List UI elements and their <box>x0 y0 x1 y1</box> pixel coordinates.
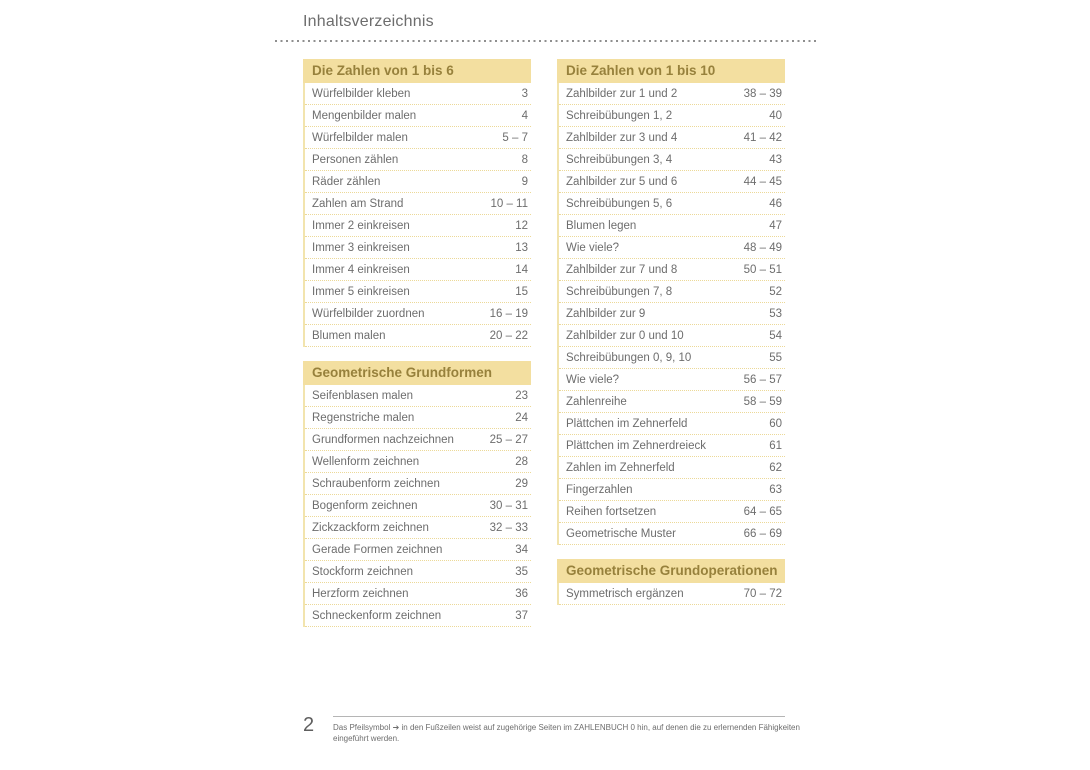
toc-entry <box>305 127 531 149</box>
toc-entry-label: Gerade Formen zeichnen <box>312 543 443 556</box>
toc-entry <box>559 457 785 479</box>
toc-entry-pages: 52 <box>769 285 782 298</box>
toc-entry-pages: 34 <box>515 543 528 556</box>
toc-entry-label: Wie viele? <box>566 373 620 386</box>
toc-entry-pages: 35 <box>515 565 528 578</box>
section-rows <box>557 583 785 605</box>
toc-entry <box>305 517 531 539</box>
toc-entry <box>305 539 531 561</box>
toc-entry <box>559 259 785 281</box>
toc-entry <box>559 369 785 391</box>
toc-column-left <box>303 59 531 641</box>
toc-entry-label: Reihen fortsetzen <box>566 505 657 518</box>
section-header: Geometrische Grundformen <box>303 361 531 385</box>
toc-entry-pages: 48 – 49 <box>743 241 782 254</box>
toc-entry-label: Grundformen nachzeichnen <box>312 433 454 446</box>
toc-entry <box>305 407 531 429</box>
toc-entry-pages: 64 – 65 <box>743 505 782 518</box>
toc-entry-pages: 43 <box>769 153 782 166</box>
toc-entry-label: Zahlbilder zur 0 und 10 <box>566 329 684 342</box>
toc-entry-pages: 53 <box>769 307 782 320</box>
toc-entry-pages: 16 – 19 <box>489 307 528 320</box>
toc-entry-label: Zickzackform zeichnen <box>312 521 429 534</box>
toc-entry <box>559 435 785 457</box>
toc-entry <box>559 83 785 105</box>
toc-entry-label: Plättchen im Zehnerdreieck <box>566 439 706 452</box>
toc-entry-pages: 8 <box>521 153 528 166</box>
toc-entry-pages: 61 <box>769 439 782 452</box>
toc-entry-pages: 12 <box>515 219 528 232</box>
toc-entry-label: Immer 4 einkreisen <box>312 263 410 276</box>
toc-entry-pages: 44 – 45 <box>743 175 782 188</box>
toc-entry-label: Zahlbilder zur 3 und 4 <box>566 131 678 144</box>
toc-entry-pages: 41 – 42 <box>743 131 782 144</box>
section-rows <box>303 385 531 627</box>
toc-entry <box>559 479 785 501</box>
toc-entry-pages: 4 <box>521 109 528 122</box>
toc-entry-pages: 60 <box>769 417 782 430</box>
footnote-line-2: eingeführt werden. <box>333 733 400 743</box>
toc-entry <box>305 451 531 473</box>
toc-entry-pages: 40 <box>769 109 782 122</box>
toc-entry <box>559 303 785 325</box>
toc-entry-label: Schreibübungen 5, 6 <box>566 197 673 210</box>
toc-entry-label: Wellenform zeichnen <box>312 455 420 468</box>
toc-entry-label: Geometrische Muster <box>566 527 676 540</box>
toc-entry <box>559 149 785 171</box>
toc-entry-pages: 29 <box>515 477 528 490</box>
toc-entry-label: Räder zählen <box>312 175 381 188</box>
toc-entry <box>305 473 531 495</box>
toc-entry <box>305 583 531 605</box>
toc-entry-pages: 46 <box>769 197 782 210</box>
toc-entry <box>559 413 785 435</box>
page-number: 2 <box>303 714 315 736</box>
section-rows <box>303 83 531 347</box>
toc-entry-label: Schraubenform zeichnen <box>312 477 440 490</box>
toc-entry <box>559 391 785 413</box>
toc-entry <box>305 561 531 583</box>
toc-entry-label: Schneckenform zeichnen <box>312 609 442 622</box>
toc-entry-label: Schreibübungen 1, 2 <box>566 109 673 122</box>
toc-entry-label: Zahlbilder zur 7 und 8 <box>566 263 678 276</box>
toc-entry <box>305 495 531 517</box>
toc-entry <box>559 215 785 237</box>
toc-entry-label: Würfelbilder malen <box>312 131 408 144</box>
toc-entry-label: Mengenbilder malen <box>312 109 417 122</box>
toc-entry-label: Würfelbilder zuordnen <box>312 307 425 320</box>
toc-entry <box>305 237 531 259</box>
toc-entry <box>559 583 785 605</box>
toc-entry <box>305 193 531 215</box>
footnote-line-1: Das Pfeilsymbol ➔ in den Fußzeilen weist auf zugehörige Seiten im ZAHLENBUCH 0 hin, auf denen die zu erlernenden Fähigkeiten <box>333 723 800 732</box>
toc-entry-label: Blumen malen <box>312 329 386 342</box>
toc-entry <box>559 325 785 347</box>
toc-section <box>303 361 531 627</box>
toc-entry-pages: 10 – 11 <box>490 197 528 210</box>
section-header: Die Zahlen von 1 bis 10 <box>557 59 785 83</box>
toc-entry <box>305 105 531 127</box>
toc-entry-label: Immer 5 einkreisen <box>312 285 410 298</box>
toc-entry <box>305 385 531 407</box>
toc-entry-pages: 54 <box>769 329 782 342</box>
toc-entry-label: Zahlenreihe <box>566 395 627 408</box>
toc-entry <box>305 605 531 627</box>
toc-entry-pages: 56 – 57 <box>743 373 782 386</box>
toc-entry-label: Personen zählen <box>312 153 399 166</box>
title-dotted-rule <box>275 40 818 42</box>
toc-entry-label: Herzform zeichnen <box>312 587 409 600</box>
page-title: Inhaltsverzeichnis <box>303 13 434 30</box>
toc-entry <box>305 83 531 105</box>
toc-entry-label: Würfelbilder kleben <box>312 87 411 100</box>
toc-entry-label: Zahlbilder zur 1 und 2 <box>566 87 678 100</box>
toc-entry <box>559 523 785 545</box>
toc-entry <box>305 215 531 237</box>
toc-entry <box>559 105 785 127</box>
toc-section <box>557 559 785 605</box>
toc-entry-pages: 63 <box>769 483 782 496</box>
section-header: Die Zahlen von 1 bis 6 <box>303 59 531 83</box>
toc-entry <box>305 281 531 303</box>
toc-entry-pages: 3 <box>521 87 528 100</box>
toc-entry-pages: 24 <box>515 411 528 424</box>
toc-entry <box>305 429 531 451</box>
toc-entry-label: Immer 2 einkreisen <box>312 219 410 232</box>
toc-entry-pages: 30 – 31 <box>489 499 528 512</box>
toc-entry-pages: 55 <box>769 351 782 364</box>
toc-entry-pages: 20 – 22 <box>489 329 528 342</box>
footer-rule <box>333 716 785 717</box>
toc-entry-pages: 13 <box>515 241 528 254</box>
toc-entry <box>305 259 531 281</box>
toc-entry-label: Plättchen im Zehnerfeld <box>566 417 688 430</box>
toc-entry-label: Zahlbilder zur 5 und 6 <box>566 175 678 188</box>
toc-entry-label: Stockform zeichnen <box>312 565 413 578</box>
toc-entry-pages: 50 – 51 <box>743 263 782 276</box>
toc-entry-label: Zahlen im Zehnerfeld <box>566 461 675 474</box>
toc-entry-pages: 25 – 27 <box>489 433 528 446</box>
toc-entry-label: Schreibübungen 0, 9, 10 <box>566 351 692 364</box>
toc-entry-pages: 23 <box>515 389 528 402</box>
toc-entry-pages: 28 <box>515 455 528 468</box>
toc-entry-label: Blumen legen <box>566 219 637 232</box>
toc-entry-label: Zahlen am Strand <box>312 197 404 210</box>
toc-section <box>303 59 531 347</box>
toc-entry-label: Bogenform zeichnen <box>312 499 418 512</box>
toc-entry <box>559 127 785 149</box>
toc-entry-pages: 70 – 72 <box>743 587 782 600</box>
toc-entry-pages: 14 <box>515 263 528 276</box>
toc-entry-label: Seifenblasen malen <box>312 389 414 402</box>
toc-section <box>557 59 785 545</box>
toc-entry <box>305 149 531 171</box>
toc-entry <box>559 281 785 303</box>
toc-entry-pages: 5 – 7 <box>502 131 528 144</box>
toc-entry-label: Schreibübungen 3, 4 <box>566 153 673 166</box>
toc-entry <box>305 171 531 193</box>
toc-entry <box>305 325 531 347</box>
footnote <box>333 723 803 744</box>
toc-entry-pages: 15 <box>515 285 528 298</box>
toc-entry-pages: 9 <box>521 175 528 188</box>
toc-entry <box>559 347 785 369</box>
toc-entry-label: Schreibübungen 7, 8 <box>566 285 673 298</box>
toc-entry-pages: 66 – 69 <box>743 527 782 540</box>
toc-column-right <box>557 59 785 619</box>
toc-entry <box>559 501 785 523</box>
toc-entry-pages: 36 <box>515 587 528 600</box>
toc-entry-label: Regenstriche malen <box>312 411 415 424</box>
section-header: Geometrische Grundoperationen <box>557 559 785 583</box>
toc-entry-label: Zahlbilder zur 9 <box>566 307 646 320</box>
toc-entry-pages: 62 <box>769 461 782 474</box>
toc-entry-label: Wie viele? <box>566 241 620 254</box>
toc-entry-label: Fingerzahlen <box>566 483 633 496</box>
toc-entry-pages: 47 <box>769 219 782 232</box>
toc-entry-label: Symmetrisch ergänzen <box>566 587 684 600</box>
section-rows <box>557 83 785 545</box>
toc-entry <box>559 193 785 215</box>
toc-entry-label: Immer 3 einkreisen <box>312 241 410 254</box>
toc-entry-pages: 37 <box>515 609 528 622</box>
toc-entry-pages: 32 – 33 <box>489 521 528 534</box>
toc-entry <box>305 303 531 325</box>
toc-entry-pages: 38 – 39 <box>743 87 782 100</box>
toc-entry <box>559 171 785 193</box>
toc-entry <box>559 237 785 259</box>
toc-entry-pages: 58 – 59 <box>743 395 782 408</box>
